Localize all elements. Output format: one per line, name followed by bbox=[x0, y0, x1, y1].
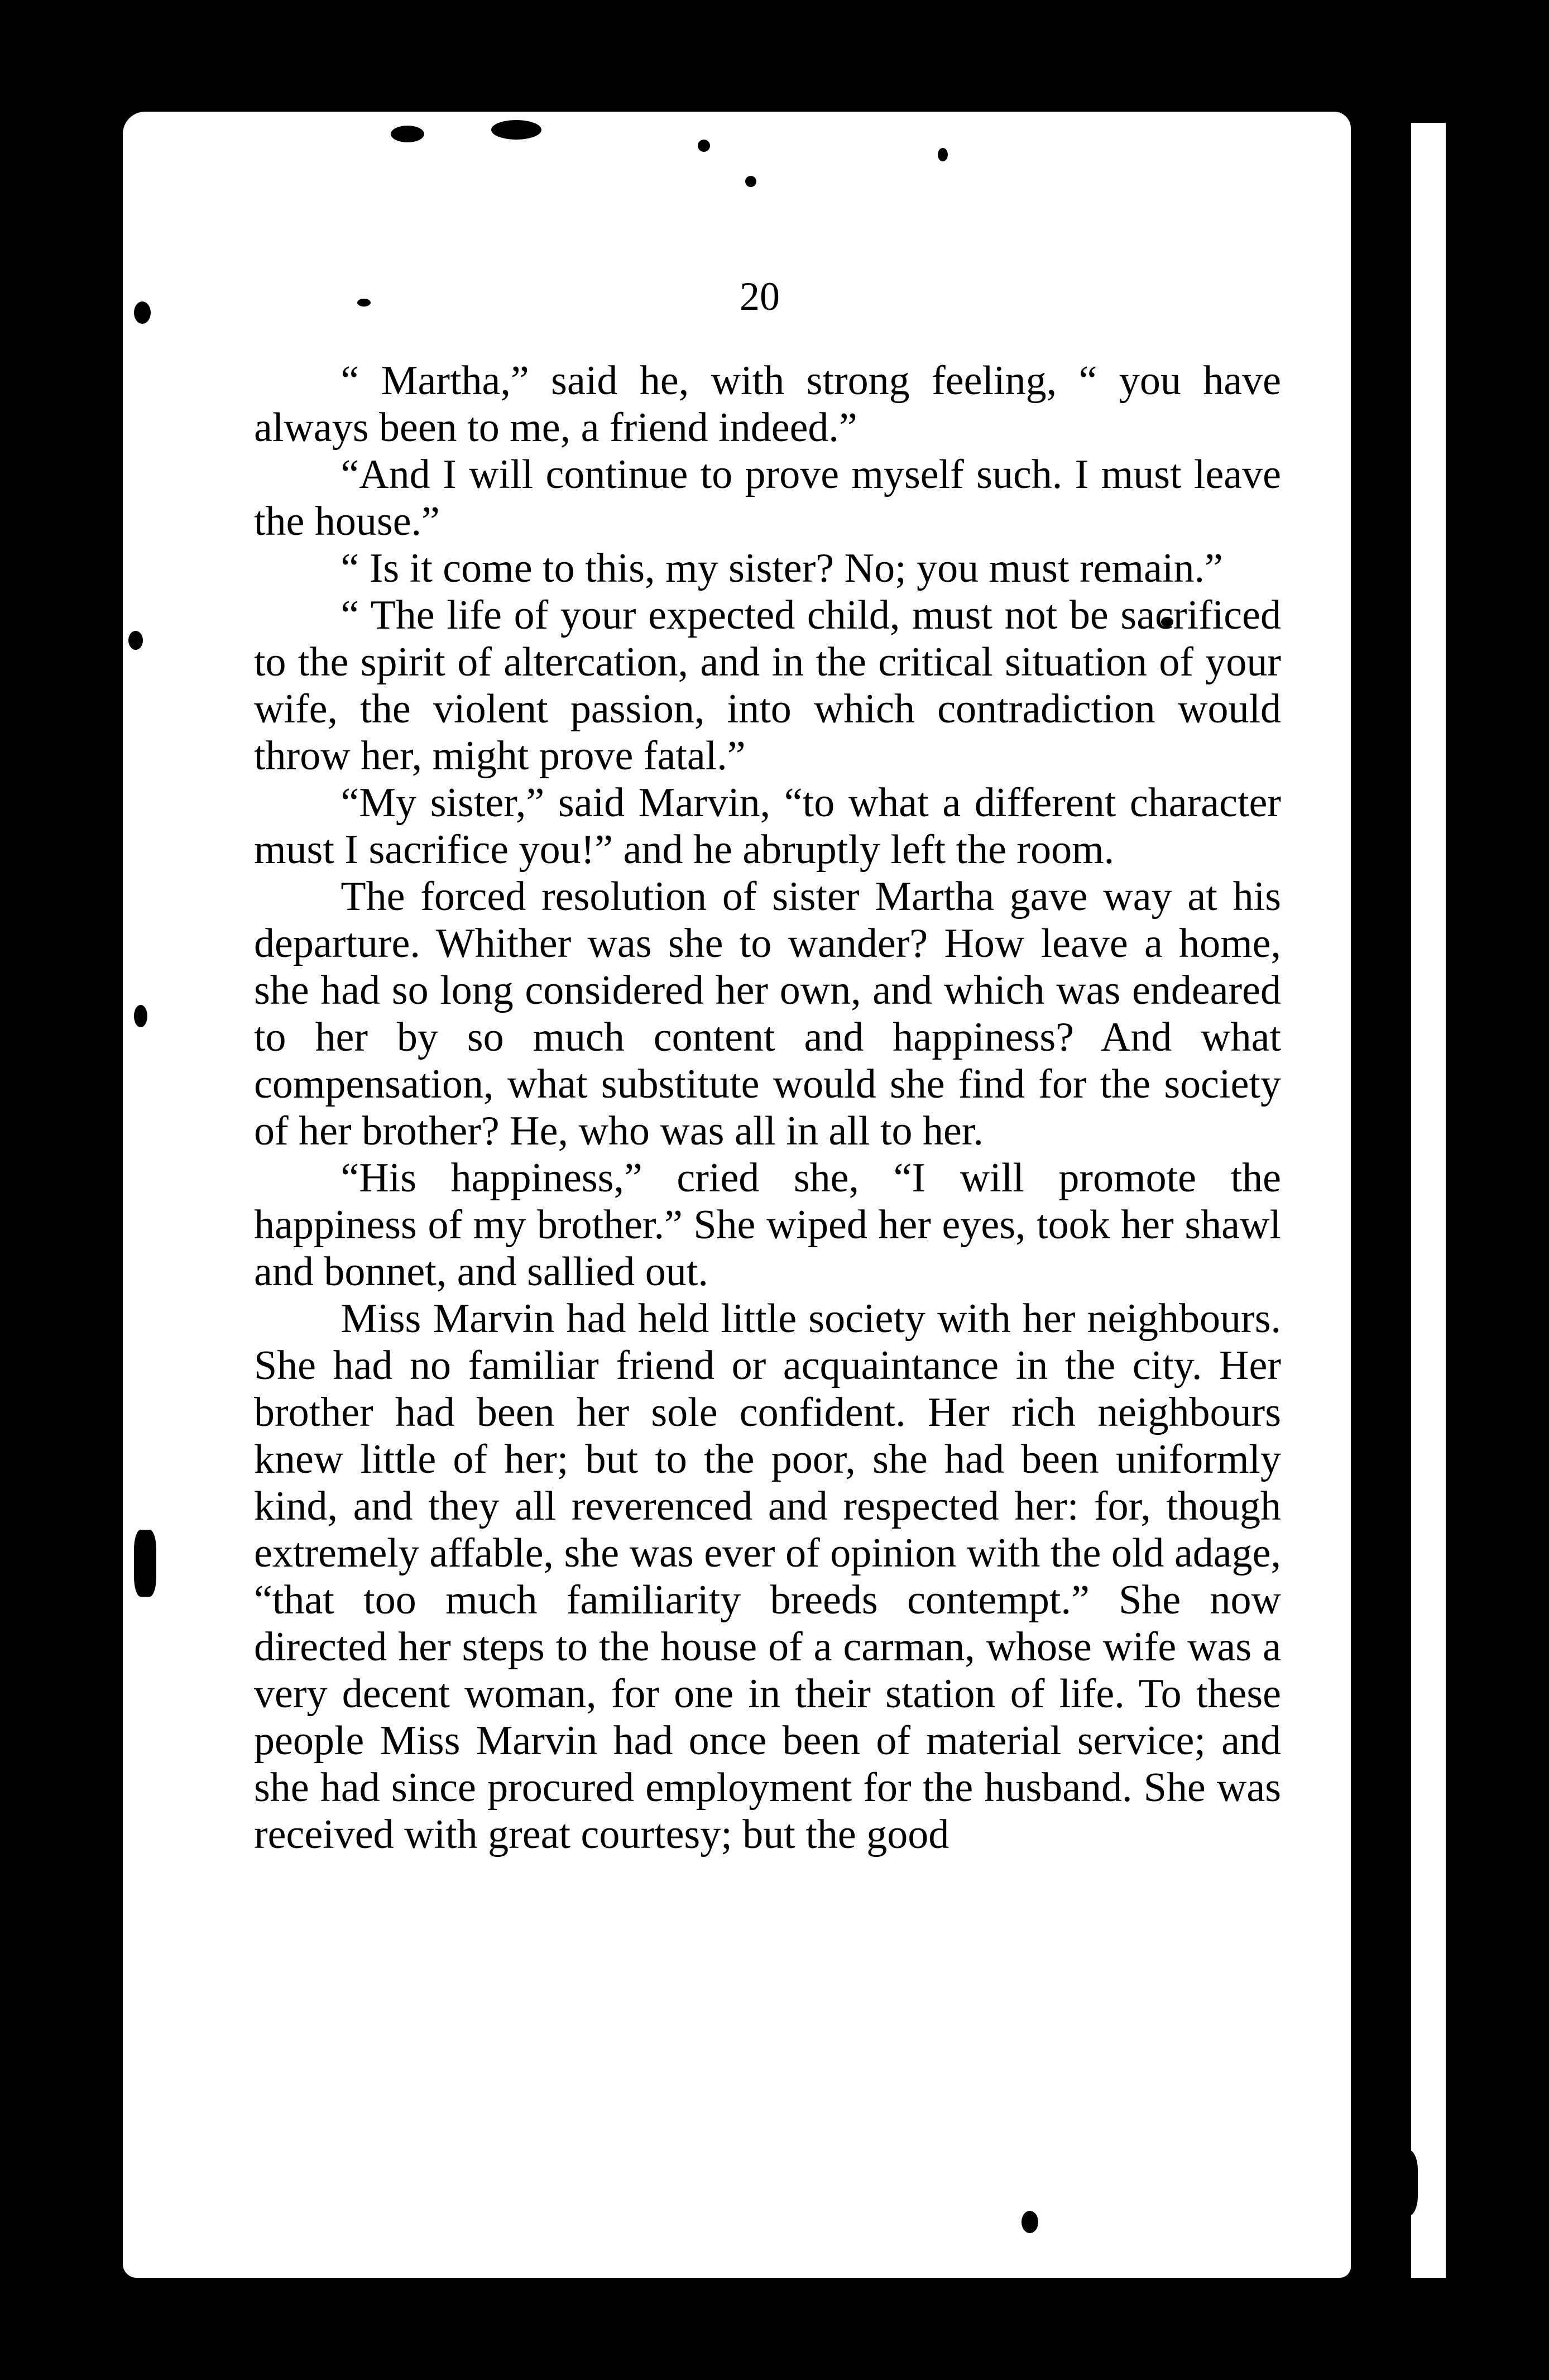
scan-speck bbox=[134, 1530, 156, 1597]
paragraph: “ Is it come to this, my sister? No; you must remain.” bbox=[341, 545, 1223, 591]
paragraph: “ The life of your expected child, must not be sacrificed to the spirit of altercation, and in the critical situation of your wife, the violent passion, into which contradiction would throw her, might prove fatal.” bbox=[254, 592, 1281, 779]
scan-speck bbox=[1384, 2149, 1418, 2216]
scan-speck bbox=[938, 148, 948, 161]
paragraph: The forced resolution of sister Martha gave way at his departure. Whither was she to wander? How leave a home, she had so long considered her own, and which was endeared to her by so much content and happiness? And what compensation, what substitute would she find for the society of her brother? He, who was all in all to her. bbox=[254, 874, 1281, 1154]
paragraph: “And I will continue to prove myself such. I must leave the house.” bbox=[254, 452, 1281, 544]
page-number: 20 bbox=[740, 274, 780, 319]
scan-speck bbox=[128, 631, 143, 650]
body-text bbox=[254, 357, 1281, 1858]
scan-speck bbox=[357, 299, 371, 307]
paragraph: Miss Marvin had held little society with her neighbours. She had no familiar friend or acquaintance in the city. Her brother had been her sole confident. Her rich neighbours knew little of her; but to the poor, she had been uniformly kind, and they all reverenced and respected her: for, though extremely affable, she was ever of opinion with the old adage, “that too much familiarity breeds contempt.” She now directed her steps to the house of a carman, whose wife was a very decent woman, for one in their station of life. To these people Miss Marvin had once been of material service; and she had since procured employment for the husband. She was received with great courtesy; but the good bbox=[254, 1296, 1281, 1857]
scan-speck bbox=[491, 120, 541, 140]
scan-speck bbox=[698, 140, 710, 152]
paragraph: “His happiness,” cried she, “I will promote the happiness of my brother.” She wiped her eyes, took her shawl and bonnet, and sallied out. bbox=[254, 1155, 1281, 1295]
scan-speck bbox=[134, 1005, 147, 1027]
scan-speck bbox=[391, 126, 424, 142]
scan-speck bbox=[1022, 2211, 1038, 2233]
paragraph: “ Martha,” said he, with strong feeling, “ you have always been to me, a friend indeed.” bbox=[254, 358, 1281, 451]
scan-speck bbox=[745, 176, 756, 187]
paragraph: “My sister,” said Marvin, “to what a different character must I sacrifice you!” and he abruptly left the room. bbox=[254, 780, 1281, 873]
page-edge-strip bbox=[1411, 123, 1446, 2278]
scan-speck bbox=[134, 301, 151, 324]
